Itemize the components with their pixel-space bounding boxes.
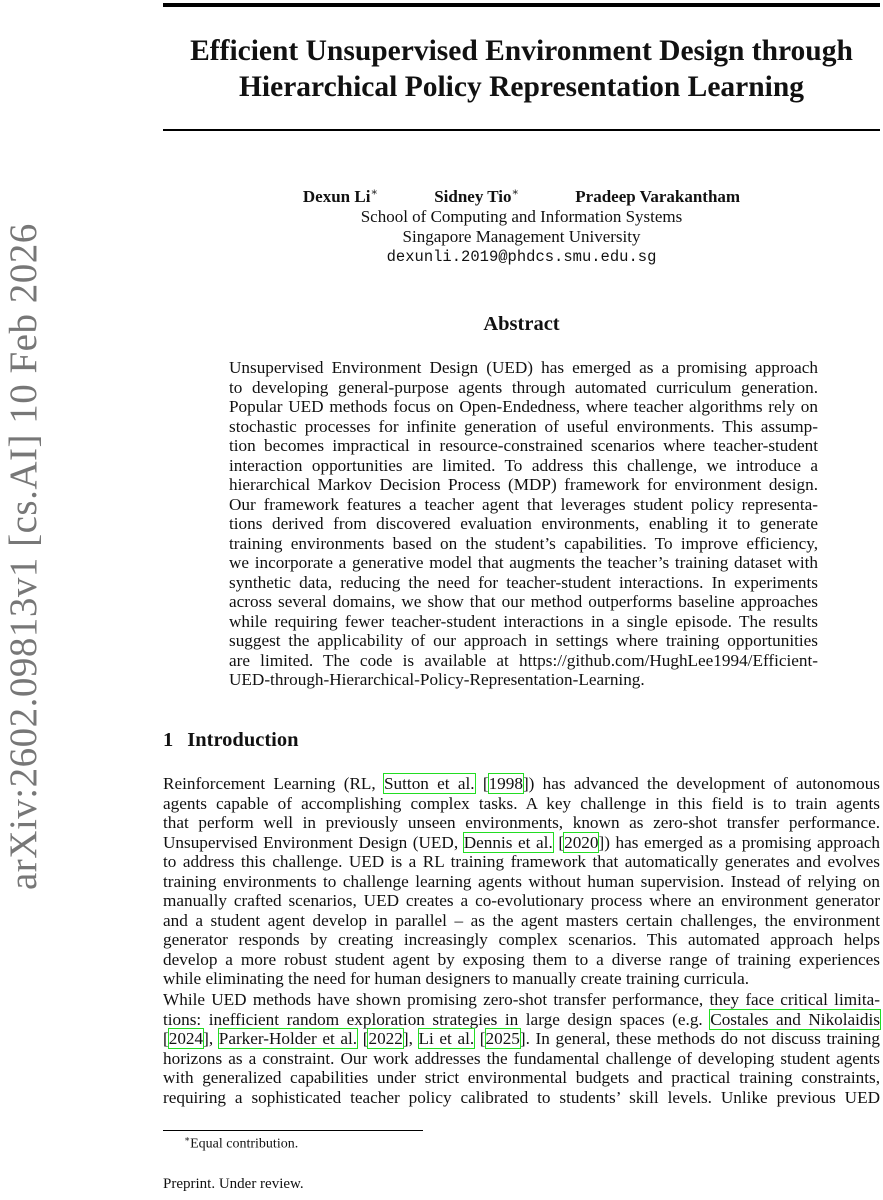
text-line bbox=[229, 573, 818, 593]
text-segment: hierarchical Markov Decision Process (MDP) framework for environment design. bbox=[229, 475, 818, 494]
text-segment: [ bbox=[474, 1029, 486, 1048]
text-segment: Our framework features a teacher agent that leverages student policy representa- bbox=[229, 494, 818, 514]
arxiv-stamp: arXiv:2602.09813v1 [cs.AI] 10 Feb 2026 bbox=[2, 223, 45, 890]
text-line bbox=[163, 911, 880, 931]
title-line-2: Hierarchical Policy Representation Learning bbox=[238, 71, 805, 103]
abstract-body bbox=[229, 358, 818, 690]
text-segment: While UED methods have shown promising zero-shot transfer performance, they face critical limita- bbox=[163, 990, 880, 1009]
citation-link[interactable]: 2020 bbox=[564, 832, 599, 852]
text-segment: horizons as a constraint. Our work addresses the fundamental challenge of developing student agents bbox=[163, 1048, 880, 1068]
text-line bbox=[229, 436, 818, 456]
text-line bbox=[163, 950, 880, 970]
text-segment: Popular UED methods focus on Open-Endedness, where teacher algorithms rely on bbox=[229, 397, 818, 416]
affiliation: Singapore Management University bbox=[402, 226, 641, 246]
title-line-1: Efficient Unsupervised Environment Design through bbox=[190, 35, 853, 67]
citation-link[interactable]: Dennis et al. bbox=[463, 832, 553, 852]
text-segment: suggest the applicability of our approach in settings where training opportunities bbox=[229, 631, 818, 650]
affiliation: School of Computing and Information Systems bbox=[360, 206, 683, 226]
text-line bbox=[163, 813, 880, 833]
citation-link[interactable]: 2025 bbox=[485, 1029, 520, 1048]
abstract-heading: Abstract bbox=[483, 313, 560, 335]
text-segment: while requiring fewer teacher-student interactions in a single episode. The results bbox=[229, 611, 818, 631]
text-line bbox=[163, 930, 880, 950]
text-segment: ]) has advanced the development of autonomous bbox=[522, 774, 880, 793]
text-line bbox=[229, 651, 818, 671]
text-segment: training environments based on the student’s capabilities. To improve efficiency, bbox=[229, 533, 818, 553]
author: Pradeep Varakantham bbox=[575, 186, 741, 206]
text-line bbox=[229, 358, 818, 378]
text-segment: synthetic data, reducing the need for teacher-student interactions. In experiments bbox=[229, 572, 818, 592]
footnote: ∗Equal contribution. bbox=[184, 1134, 299, 1152]
page-footer: Preprint. Under review. bbox=[163, 1176, 304, 1192]
text-line bbox=[229, 495, 818, 515]
text-segment: that perform well in previously unseen environments, known as zero-shot transfer performance. bbox=[163, 813, 880, 832]
text-line bbox=[229, 514, 818, 534]
text-line bbox=[229, 631, 818, 651]
text-segment: Reinforcement Learning (RL, bbox=[163, 774, 384, 793]
text-line bbox=[163, 1029, 880, 1049]
text-segment: across several domains, we show that our method outperforms baseline approaches bbox=[229, 592, 818, 611]
intro-paragraph-1 bbox=[163, 774, 880, 989]
text-line bbox=[163, 794, 880, 814]
author: Dexun Li∗ bbox=[302, 186, 378, 206]
text-line bbox=[163, 1088, 880, 1108]
author: Sidney Tio∗ bbox=[434, 186, 520, 206]
text-segment: to developing general-purpose agents through automated curriculum generation. bbox=[229, 377, 818, 397]
text-segment: while eliminating the need for human designers to manually create training curricula. bbox=[163, 969, 750, 988]
citation-link[interactable]: 1998 bbox=[488, 774, 523, 793]
text-line bbox=[229, 475, 818, 495]
citation-link[interactable]: Li et al. bbox=[418, 1029, 475, 1048]
footnote-rule bbox=[163, 1130, 423, 1131]
text-line bbox=[229, 612, 818, 632]
paper-title bbox=[163, 33, 880, 105]
text-segment: ]) has emerged as a promising approach bbox=[598, 832, 880, 852]
text-segment: training environments to challenge learning agents without human supervision. Instead of relying on bbox=[163, 871, 880, 891]
text-segment: ], bbox=[402, 1029, 419, 1048]
text-segment: tions derived from discovered evaluation environments, enabling it to generate bbox=[229, 514, 818, 533]
text-line bbox=[229, 592, 818, 612]
author-block bbox=[163, 182, 880, 267]
text-line bbox=[163, 969, 880, 989]
text-segment: tions: inefficient random exploration strategies in large design spaces (e.g. bbox=[163, 1009, 711, 1029]
citation-link[interactable]: 2024 bbox=[168, 1029, 204, 1048]
text-line bbox=[163, 1010, 880, 1030]
text-segment: and a student agent develop in parallel – as the agent masters certain challenges, the environment bbox=[163, 910, 880, 930]
text-segment: with generalized capabilities under strict environmental budgets and practical training constraints, bbox=[163, 1068, 880, 1087]
text-segment: to address this challenge. UED is a RL training framework that automatically generates and evolves bbox=[163, 852, 880, 871]
text-line bbox=[163, 1049, 880, 1069]
text-line bbox=[229, 397, 818, 417]
text-segment: generator responds by creating increasingly complex scenarios. This automated approach helps bbox=[163, 930, 880, 949]
text-segment: are limited. The code is available at https://github.com/HughLee1994/Efficient- bbox=[229, 650, 818, 670]
text-segment: manually crafted scenarios, UED creates a co-evolutionary process where an environment generator bbox=[163, 891, 880, 910]
section-heading: 1 Introduction bbox=[163, 729, 299, 751]
text-segment: we incorporate a generative model that augments the teacher’s training dataset with bbox=[229, 553, 818, 572]
text-line bbox=[229, 534, 818, 554]
text-segment: Unsupervised Environment Design (UED) has emerged as a promising approach bbox=[229, 358, 818, 377]
citation-link[interactable]: Sutton et al. bbox=[384, 774, 475, 793]
text-segment: ]. In general, these methods do not discuss training bbox=[519, 1029, 880, 1048]
text-segment: ], bbox=[203, 1029, 219, 1048]
text-line bbox=[163, 852, 880, 872]
title-top-rule bbox=[163, 3, 880, 7]
text-segment: develop a more robust student agent by exposing them to a diverse range of training experiences bbox=[163, 949, 880, 969]
text-line bbox=[229, 670, 818, 690]
text-segment: agents capable of accomplishing complex tasks. A key challenge in this field is to train agents bbox=[163, 793, 880, 813]
author-email: dexunli.2019@phdcs.smu.edu.sg bbox=[386, 247, 657, 266]
text-segment: stochastic processes for infinite generation of useful environments. This assump- bbox=[229, 416, 818, 436]
text-line bbox=[229, 417, 818, 437]
intro-paragraph-2 bbox=[163, 990, 880, 1107]
text-segment: [ bbox=[474, 774, 489, 793]
text-line bbox=[163, 872, 880, 892]
text-line bbox=[163, 1068, 880, 1088]
citation-link[interactable]: Parker-Holder et al. bbox=[218, 1029, 358, 1048]
text-line bbox=[229, 553, 818, 573]
text-line bbox=[163, 891, 880, 911]
text-line bbox=[229, 378, 818, 398]
text-segment: Unsupervised Environment Design (UED, bbox=[163, 832, 464, 852]
text-segment: [ bbox=[163, 1029, 169, 1048]
text-segment: requiring a sophisticated teacher policy calibrated to students’ skill levels. Unlike previous UED bbox=[163, 1087, 880, 1107]
citation-link[interactable]: Costales and Nikolaidis bbox=[710, 1009, 880, 1029]
title-bottom-rule bbox=[163, 129, 880, 131]
citation-link[interactable]: 2022 bbox=[368, 1029, 403, 1048]
text-line bbox=[163, 833, 880, 853]
text-segment: UED-through-Hierarchical-Policy-Representation-Learning. bbox=[229, 670, 645, 689]
text-segment: interaction opportunities are limited. To address this challenge, we introduce a bbox=[229, 455, 818, 475]
text-segment: tion becomes impractical in resource-constrained scenarios where teacher-student bbox=[229, 436, 818, 455]
text-line bbox=[163, 774, 880, 794]
text-segment: [ bbox=[552, 832, 565, 852]
text-line bbox=[229, 456, 818, 476]
text-segment: [ bbox=[357, 1029, 369, 1048]
text-line bbox=[163, 990, 880, 1010]
